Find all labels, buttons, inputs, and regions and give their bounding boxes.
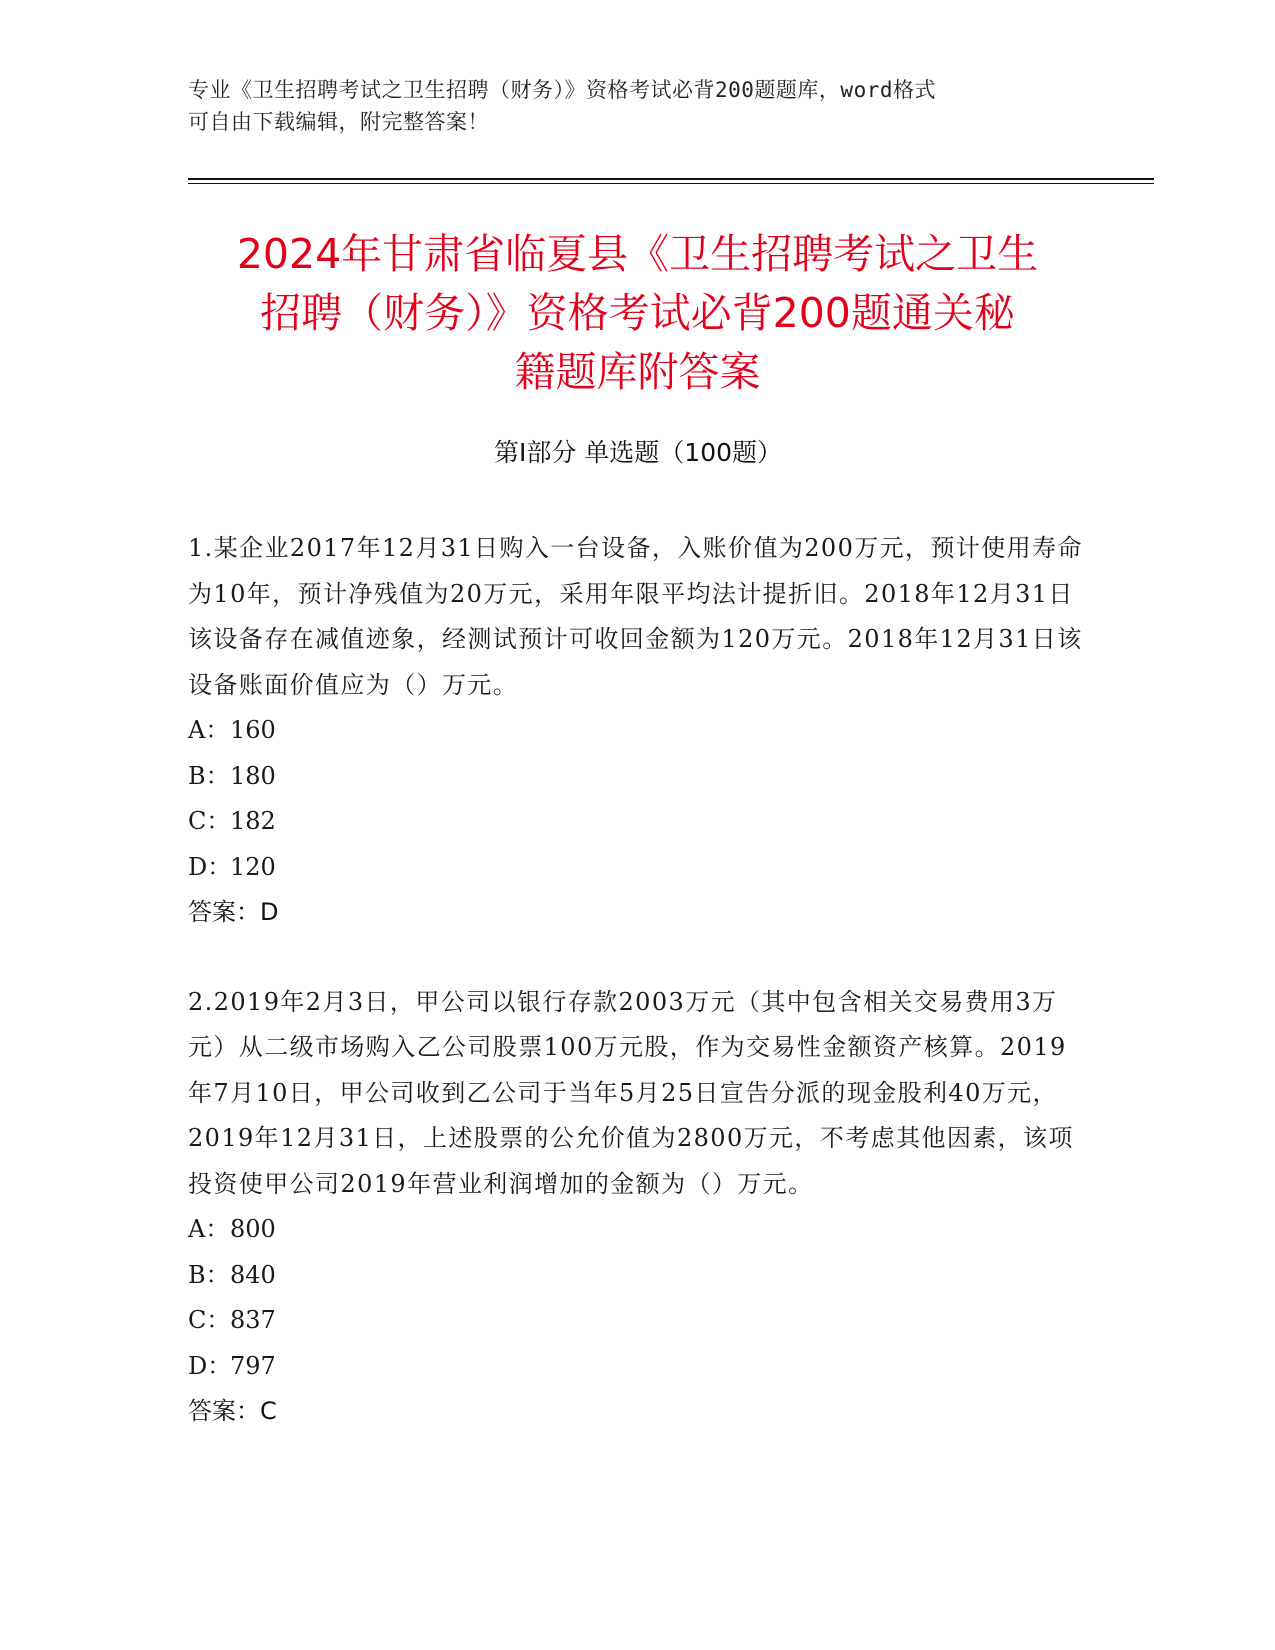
option-value: 182 xyxy=(230,807,276,835)
option-b xyxy=(188,754,1088,800)
answer: 答案：D xyxy=(188,898,279,926)
document-title xyxy=(150,225,1125,402)
option-d xyxy=(188,845,1088,891)
option-value: 800 xyxy=(230,1215,276,1243)
section-title: 第Ⅰ部分 单选题（100题） xyxy=(493,438,783,467)
document-title-line3: 籍题库附答案 xyxy=(514,348,761,396)
header-note xyxy=(188,74,1088,138)
option-c xyxy=(188,799,1088,845)
question-stem: 1.某企业2017年12月31日购入一台设备，入账价值为200万元，预计使用寿命为10年，预计净残值为20万元，采用年限平均法计提折旧。2018年12月31日该设备存在减值迹象，经测试预计可收回金额为120万元。2018年12月31日该设备账面价值应为（）万元。 xyxy=(188,534,1083,699)
question-list xyxy=(188,526,1088,1479)
option-a xyxy=(188,708,1088,754)
option-key: B： xyxy=(188,1260,230,1289)
option-key: A： xyxy=(188,1215,230,1243)
header-note-line1: 专业《卫生招聘考试之卫生招聘（财务）》资格考试必背200题题库，word格式 xyxy=(188,78,936,102)
question-stem: 2.2019年2月3日，甲公司以银行存款2003万元（其中包含相关交易费用3万元）从二级市场购入乙公司股票100万元股，作为交易性金额资产核算。2019年7月10日，甲公司收到乙公司于当年5月25日宣告分派的现金股利40万元，2019年12月31日，上述股票的公允价值为2800万元，不考虑其他因素，该项投资使甲公司2019年营业利润增加的金额为（）万元。 xyxy=(188,987,1074,1198)
option-value: 840 xyxy=(230,1260,276,1289)
option-c xyxy=(188,1298,1088,1344)
option-value: 160 xyxy=(230,716,276,744)
option-key: C： xyxy=(188,1306,231,1334)
question-2 xyxy=(188,980,1088,1435)
option-value: 180 xyxy=(230,761,276,790)
question-1 xyxy=(188,526,1088,936)
header-note-line2: 可自由下载编辑，附完整答案！ xyxy=(188,110,489,134)
option-key: D： xyxy=(188,852,232,881)
header-rule-thick xyxy=(188,178,1154,180)
option-value: 797 xyxy=(230,1351,276,1380)
option-key: B： xyxy=(188,761,230,790)
document-title-line2: 招聘（财务）》资格考试必背200题通关秘 xyxy=(260,289,1015,337)
option-value: 837 xyxy=(230,1306,276,1334)
option-key: C： xyxy=(188,807,231,835)
option-a xyxy=(188,1207,1088,1253)
option-value: 120 xyxy=(230,852,276,881)
option-key: D： xyxy=(188,1351,232,1380)
answer: 答案：C xyxy=(188,1397,277,1425)
option-key: A： xyxy=(188,716,230,744)
header-rule-thin xyxy=(188,183,1154,184)
document-title-line1: 2024年甘肃省临夏县《卫生招聘考试之卫生 xyxy=(236,230,1039,278)
option-d xyxy=(188,1344,1088,1390)
option-b xyxy=(188,1253,1088,1299)
